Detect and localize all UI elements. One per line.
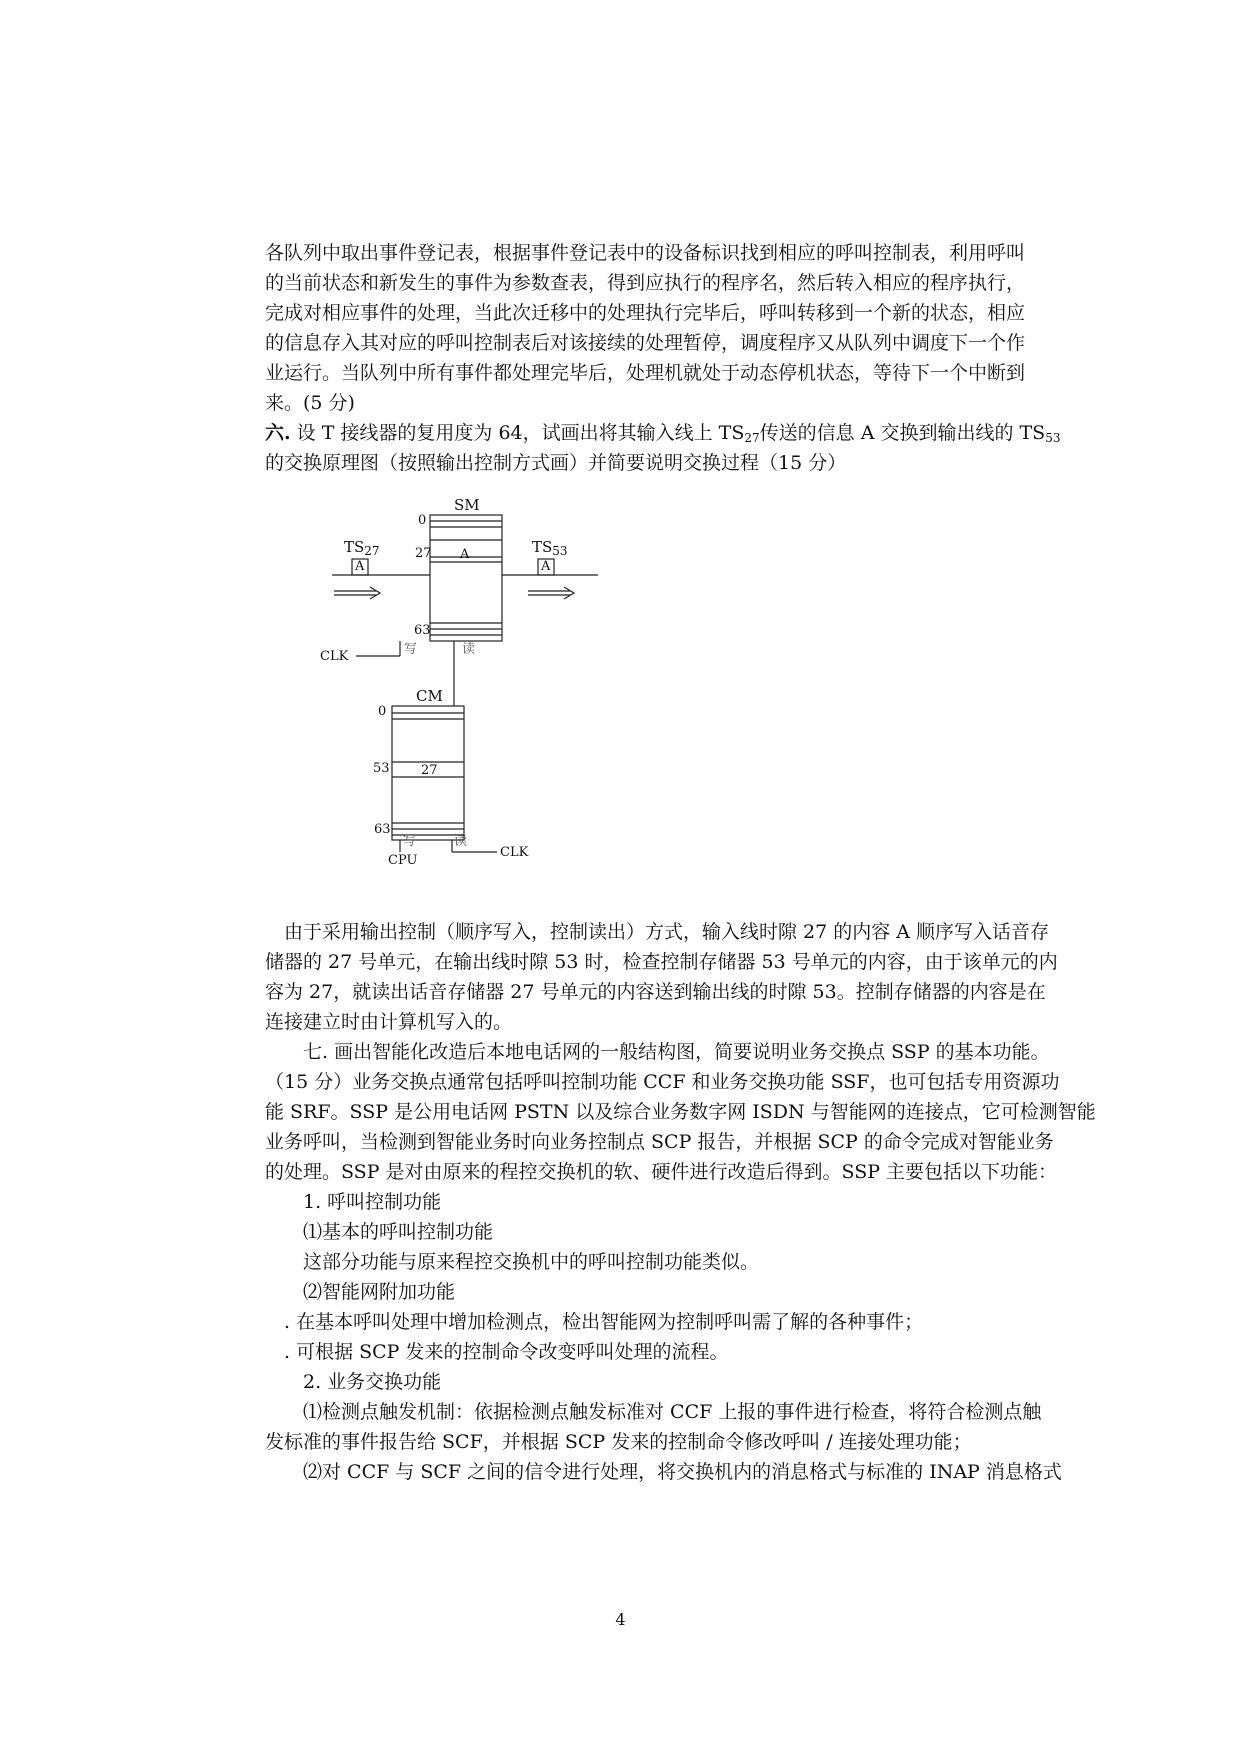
para-line: （15 分）业务交换点通常包括呼叫控制功能 CCF 和业务交换功能 SSF，也可包括专用资源功: [265, 1071, 1060, 1093]
section5-text: [265, 238, 1145, 418]
list-item: . 可根据 SCP 发来的控制命令改变呼叫处理的流程。: [284, 1341, 729, 1363]
sm-write-label: 写: [404, 642, 418, 657]
list-item: 这部分功能与原来程控交换机中的呼叫控制功能类似。: [303, 1251, 760, 1273]
cm-row-53-label: 53: [373, 761, 390, 776]
sm-cell-content: A: [460, 547, 470, 562]
question-number: 六.: [265, 422, 291, 444]
question6-line2: 的交换原理图（按照输出控制方式画）并简要说明交换过程（15 分）: [265, 452, 847, 474]
section6-question: [265, 418, 1145, 478]
para-line: 业运行。当队列中所有事件都处理完毕后，处理机就处于动态停机状态，等待下一个中断到: [265, 362, 1026, 384]
para-line: 的当前状态和新发生的事件为参数查表，得到应执行的程序名，然后转入相应的程序执行，: [265, 272, 1026, 294]
sm-read-label: 读: [462, 642, 476, 657]
list-item: . 在基本呼叫处理中增加检测点，检出智能网为控制呼叫需了解的各种事件；: [284, 1311, 924, 1333]
input-timeslot-label: $TS_{27}$: [344, 538, 380, 558]
para-line: ⑵对 CCF 与 SCF 之间的信令进行处理，将交换机内的消息格式与标准的 INAP 消息格式: [303, 1461, 1062, 1483]
sm-block: [430, 515, 502, 641]
para-line: ⑴检测点触发机制：依据检测点触发标准对 CCF 上报的事件进行检查，将符合检测点触: [303, 1401, 1042, 1423]
list-item: 2. 业务交换功能: [303, 1371, 442, 1393]
input-packet-label: A: [355, 559, 365, 574]
cm-cell-content: 27: [421, 763, 438, 778]
clk-left-label: CLK: [320, 649, 349, 664]
para-line: 业务呼叫，当检测到智能业务时向业务控制点 SCP 报告，并根据 SCP 的命令完成对智能业务: [265, 1131, 1054, 1153]
para-line: 的信息存入其对应的呼叫控制表后对该接续的处理暂停，调度程序又从队列中调度下一个作: [265, 332, 1026, 354]
para-line: 连接建立时由计算机写入的。: [265, 1011, 513, 1033]
para-line: 来。(5 分): [265, 392, 355, 414]
output-timeslot-label: $TS_{53}$: [532, 538, 568, 558]
para-line: 完成对相应事件的处理，当此次迁移中的处理执行完毕后，呼叫转移到一个新的状态，相应: [265, 302, 1026, 324]
sm-title: SM: [454, 496, 480, 514]
diagram-lines: [340, 490, 640, 910]
para-line: 储器的 27 号单元，在输出线时隙 53 时，检查控制存储器 53 号单元的内容，由于该单元的内: [265, 951, 1058, 973]
para-line: 各队列中取出事件登记表，根据事件登记表中的设备标识找到相应的呼叫控制表，利用呼叫: [265, 242, 1026, 264]
sm-row-27-label: 27: [415, 546, 432, 561]
subscript: 53: [1045, 431, 1061, 445]
subscript: 27: [744, 431, 760, 445]
cm-row-0-label: 0: [378, 704, 387, 719]
cpu-label: CPU: [388, 853, 418, 868]
cm-row-63-label: 63: [374, 822, 391, 837]
question-text: 传送的信息 A 交换到输出线的 TS: [759, 422, 1046, 444]
sm-row-0-label: 0: [418, 513, 427, 528]
page-number: 4: [615, 1610, 626, 1629]
question-text: 设 T 接线器的复用度为 64，试画出将其输入线上 TS: [290, 422, 745, 444]
cm-title: CM: [416, 687, 443, 705]
section6-answer: [265, 917, 1145, 1037]
list-item: ⑴基本的呼叫控制功能: [303, 1221, 494, 1243]
cm-write-label: 写: [403, 834, 417, 849]
section7: [265, 1037, 1145, 1487]
para-line: 发标准的事件报告给 SCF，并根据 SCP 发来的控制命令修改呼叫 / 连接处理功能；: [265, 1431, 972, 1453]
clk-right-label: CLK: [500, 845, 529, 860]
para-line: 由于采用输出控制（顺序写入，控制读出）方式，输入线时隙 27 的内容 A 顺序写入话音存: [284, 921, 1050, 943]
t-switch-diagram: [320, 490, 640, 910]
para-line: 容为 27，就读出话音存储器 27 号单元的内容送到输出线的时隙 53。控制存储器的内容是在: [265, 981, 1046, 1003]
output-packet-label: A: [541, 559, 551, 574]
list-item: 1. 呼叫控制功能: [303, 1191, 442, 1213]
question7-line: 七. 画出智能化改造后本地电话网的一般结构图，简要说明业务交换点 SSP 的基本功能。: [303, 1041, 1050, 1063]
cm-read-label: 读: [454, 834, 468, 849]
question6-line1: [265, 418, 1145, 448]
sm-row-63-label: 63: [414, 623, 431, 638]
para-line: 能 SRF。SSP 是公用电话网 PSTN 以及综合业务数字网 ISDN 与智能网的连接点，它可检测智能: [265, 1101, 1096, 1123]
para-line: 的处理。SSP 是对由原来的程控交换机的软、硬件进行改造后得到。SSP 主要包括以下功能：: [265, 1161, 1058, 1183]
list-item: ⑵智能网附加功能: [303, 1281, 456, 1303]
